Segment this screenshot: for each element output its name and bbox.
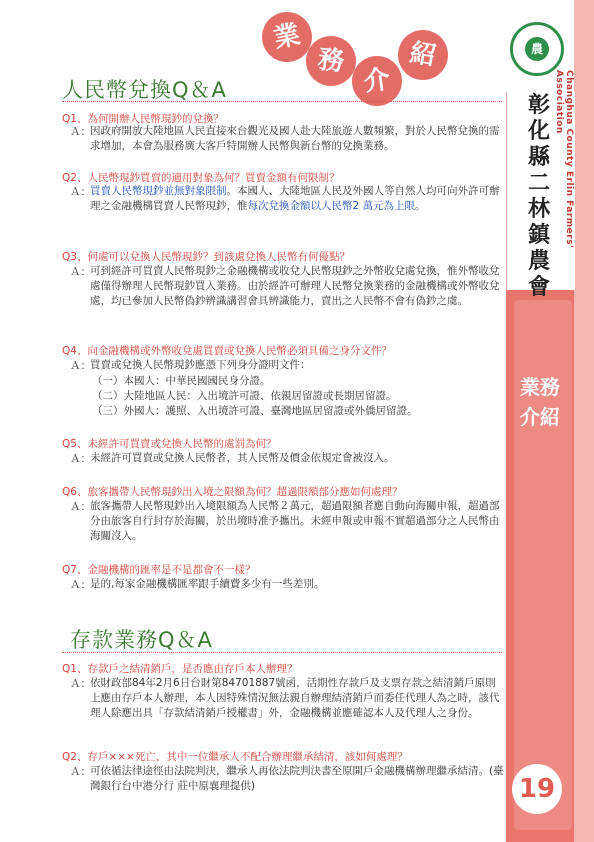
s1-a4-sub-1: （一）本國人：中華民國國民身分證。 (92, 375, 271, 387)
answer-label: Ａ： (70, 266, 91, 278)
org-name: 彰化縣二林鎮農會 (527, 92, 550, 300)
title-stamp-2: 務 (304, 34, 359, 89)
s2-q2: Q2、存戶×××死亡，其中一位繼承人不配合辦理繼承結清，該如何處理？ (62, 751, 408, 763)
s2-a1: 依財政部84年2月6日台財第84701887號函，活期性存款戶及支票存款之結清銷戶原則上應由存戶本人辦理，本人因特殊情況無法親自辦理結清銷戶而委任代理人為之時，該代理人除應出具「存款結清銷戶授權書」外，金融機構並應確認本人及代理人之身份。 (90, 677, 500, 719)
s2-a2: 可依循法律途徑由法院判決，繼承人再依法院判決書至原開戶金融機構辦理繼承結清。(臺灣銀行台中港分行 莊中原襄理提供) (90, 765, 504, 792)
s1-q7: Q7、金融機構的匯率是不是都會不一樣？ (62, 564, 256, 576)
right-edge-strip (574, 0, 594, 842)
s1-a2-highlight-2: 每次兌換金額以人民幣2 萬元為上限 (247, 200, 416, 212)
answer-label: Ａ： (70, 766, 91, 778)
s1-a4: 買賣或兌換人民幣現鈔應憑下列身分證明文件： (90, 359, 311, 371)
answer-label: Ａ： (70, 360, 91, 372)
page-number: 19 (512, 764, 562, 814)
org-name-english: Changhua County Erlin Farmers' Association (554, 70, 574, 249)
s1-q6: Q6、旅客攜帶人民幣現鈔出入境之限額為何？超過限額部分應如何處理？ (62, 486, 403, 498)
answer-label: Ａ： (70, 126, 91, 138)
s1-a1: 因政府開放大陸地區人民直接來台觀光及國人赴大陸旅遊人數頻繁，對於人民幣兌換的需求增加，本會為服務廣大客戶特開辦人民幣與新台幣的兌換業務。 (90, 125, 500, 152)
sidebar-section-title: 業務介紹 (520, 375, 560, 429)
section1-title: 人民幣兌換Q＆A (62, 78, 227, 102)
answer-label: Ａ： (70, 186, 91, 198)
title-stamp-1: 業 (257, 7, 316, 66)
title-stamp-3: 介 (349, 53, 405, 109)
s1-q2: Q2、人民幣現鈔買賣的適用對象為何？買賣金額有何限制？ (62, 172, 340, 184)
s1-q5: Q5、未經許可買賣或兌換人民幣的處罰為何？ (62, 438, 277, 450)
title-stamp-4: 紹 (394, 26, 452, 84)
logo-emblem-icon: 農 (525, 37, 549, 61)
answer-label: Ａ： (70, 501, 91, 513)
s2-q1: Q1、存款戶之結清銷戶，是否應由存戶本人辦理？ (62, 663, 298, 675)
s1-q4: Q4、向金融機構或外幣收兌處買賣或兌換人民幣必須具備之身分文件？ (62, 345, 392, 357)
s1-a7: 是的,每家金融機構匯率跟手續費多少有一些差別。 (90, 578, 325, 590)
answer-label: Ａ： (70, 579, 91, 591)
s1-q3: Q3、何處可以兌換人民幣現鈔？到該處兌換人民幣有何優點？ (62, 251, 350, 263)
s1-a2 (90, 184, 505, 214)
answer-label: Ａ： (70, 453, 91, 465)
section2-title: 存款業務Q＆A (70, 628, 213, 652)
s1-a2-mid: 。本國人、大陸地區人民及外國人等自然人均可向外許可辦理之金融機構買賣人民幣現鈔，惟 (90, 185, 500, 212)
association-logo (510, 22, 564, 76)
answer-label: Ａ： (70, 678, 91, 690)
s1-a3: 可到經許可買賣人民幣現鈔之金融機構或收兌人民幣現鈔之外幣收兌處兌換，惟外幣收兌處僅得辦理人民幣現鈔買入業務。由於經許可辦理人民幣兌換業務的金融機構或外幣收兌處，均已參加人民幣偽鈔辨識講習會具辨識能力，賣出之人民幣不會有偽鈔之虞。 (90, 265, 500, 307)
s1-a2-end: 。 (415, 200, 426, 212)
section1-divider (62, 101, 502, 102)
s1-a6: 旅客攜帶人民幣現鈔出入境限額為人民幣２萬元，超過限額者應自動向海關申報，超過部分由旅客自行封存於海關，於出境時准予攜出。未經申報或申報不實超過部分之人民幣由海關沒入。 (90, 500, 500, 542)
section2-divider (62, 652, 502, 653)
s1-a5: 未經許可買賣或兌換人民幣者，其人民幣及價金依規定會被沒入。 (90, 452, 395, 464)
s1-q1: Q1、為何開辦人民幣現鈔的兌換？ (62, 113, 224, 125)
s1-a4-sub-2: （二）大陸地區人民：入出境許可證、依親居留證或長期居留證。 (92, 390, 397, 402)
s1-a2-highlight-1: 買賣人民幣現鈔並無對象限制 (90, 185, 227, 197)
s1-a4-sub-3: （三）外國人：護照、入出境許可證、臺灣地區居留證或外僑居留證。 (92, 405, 418, 417)
